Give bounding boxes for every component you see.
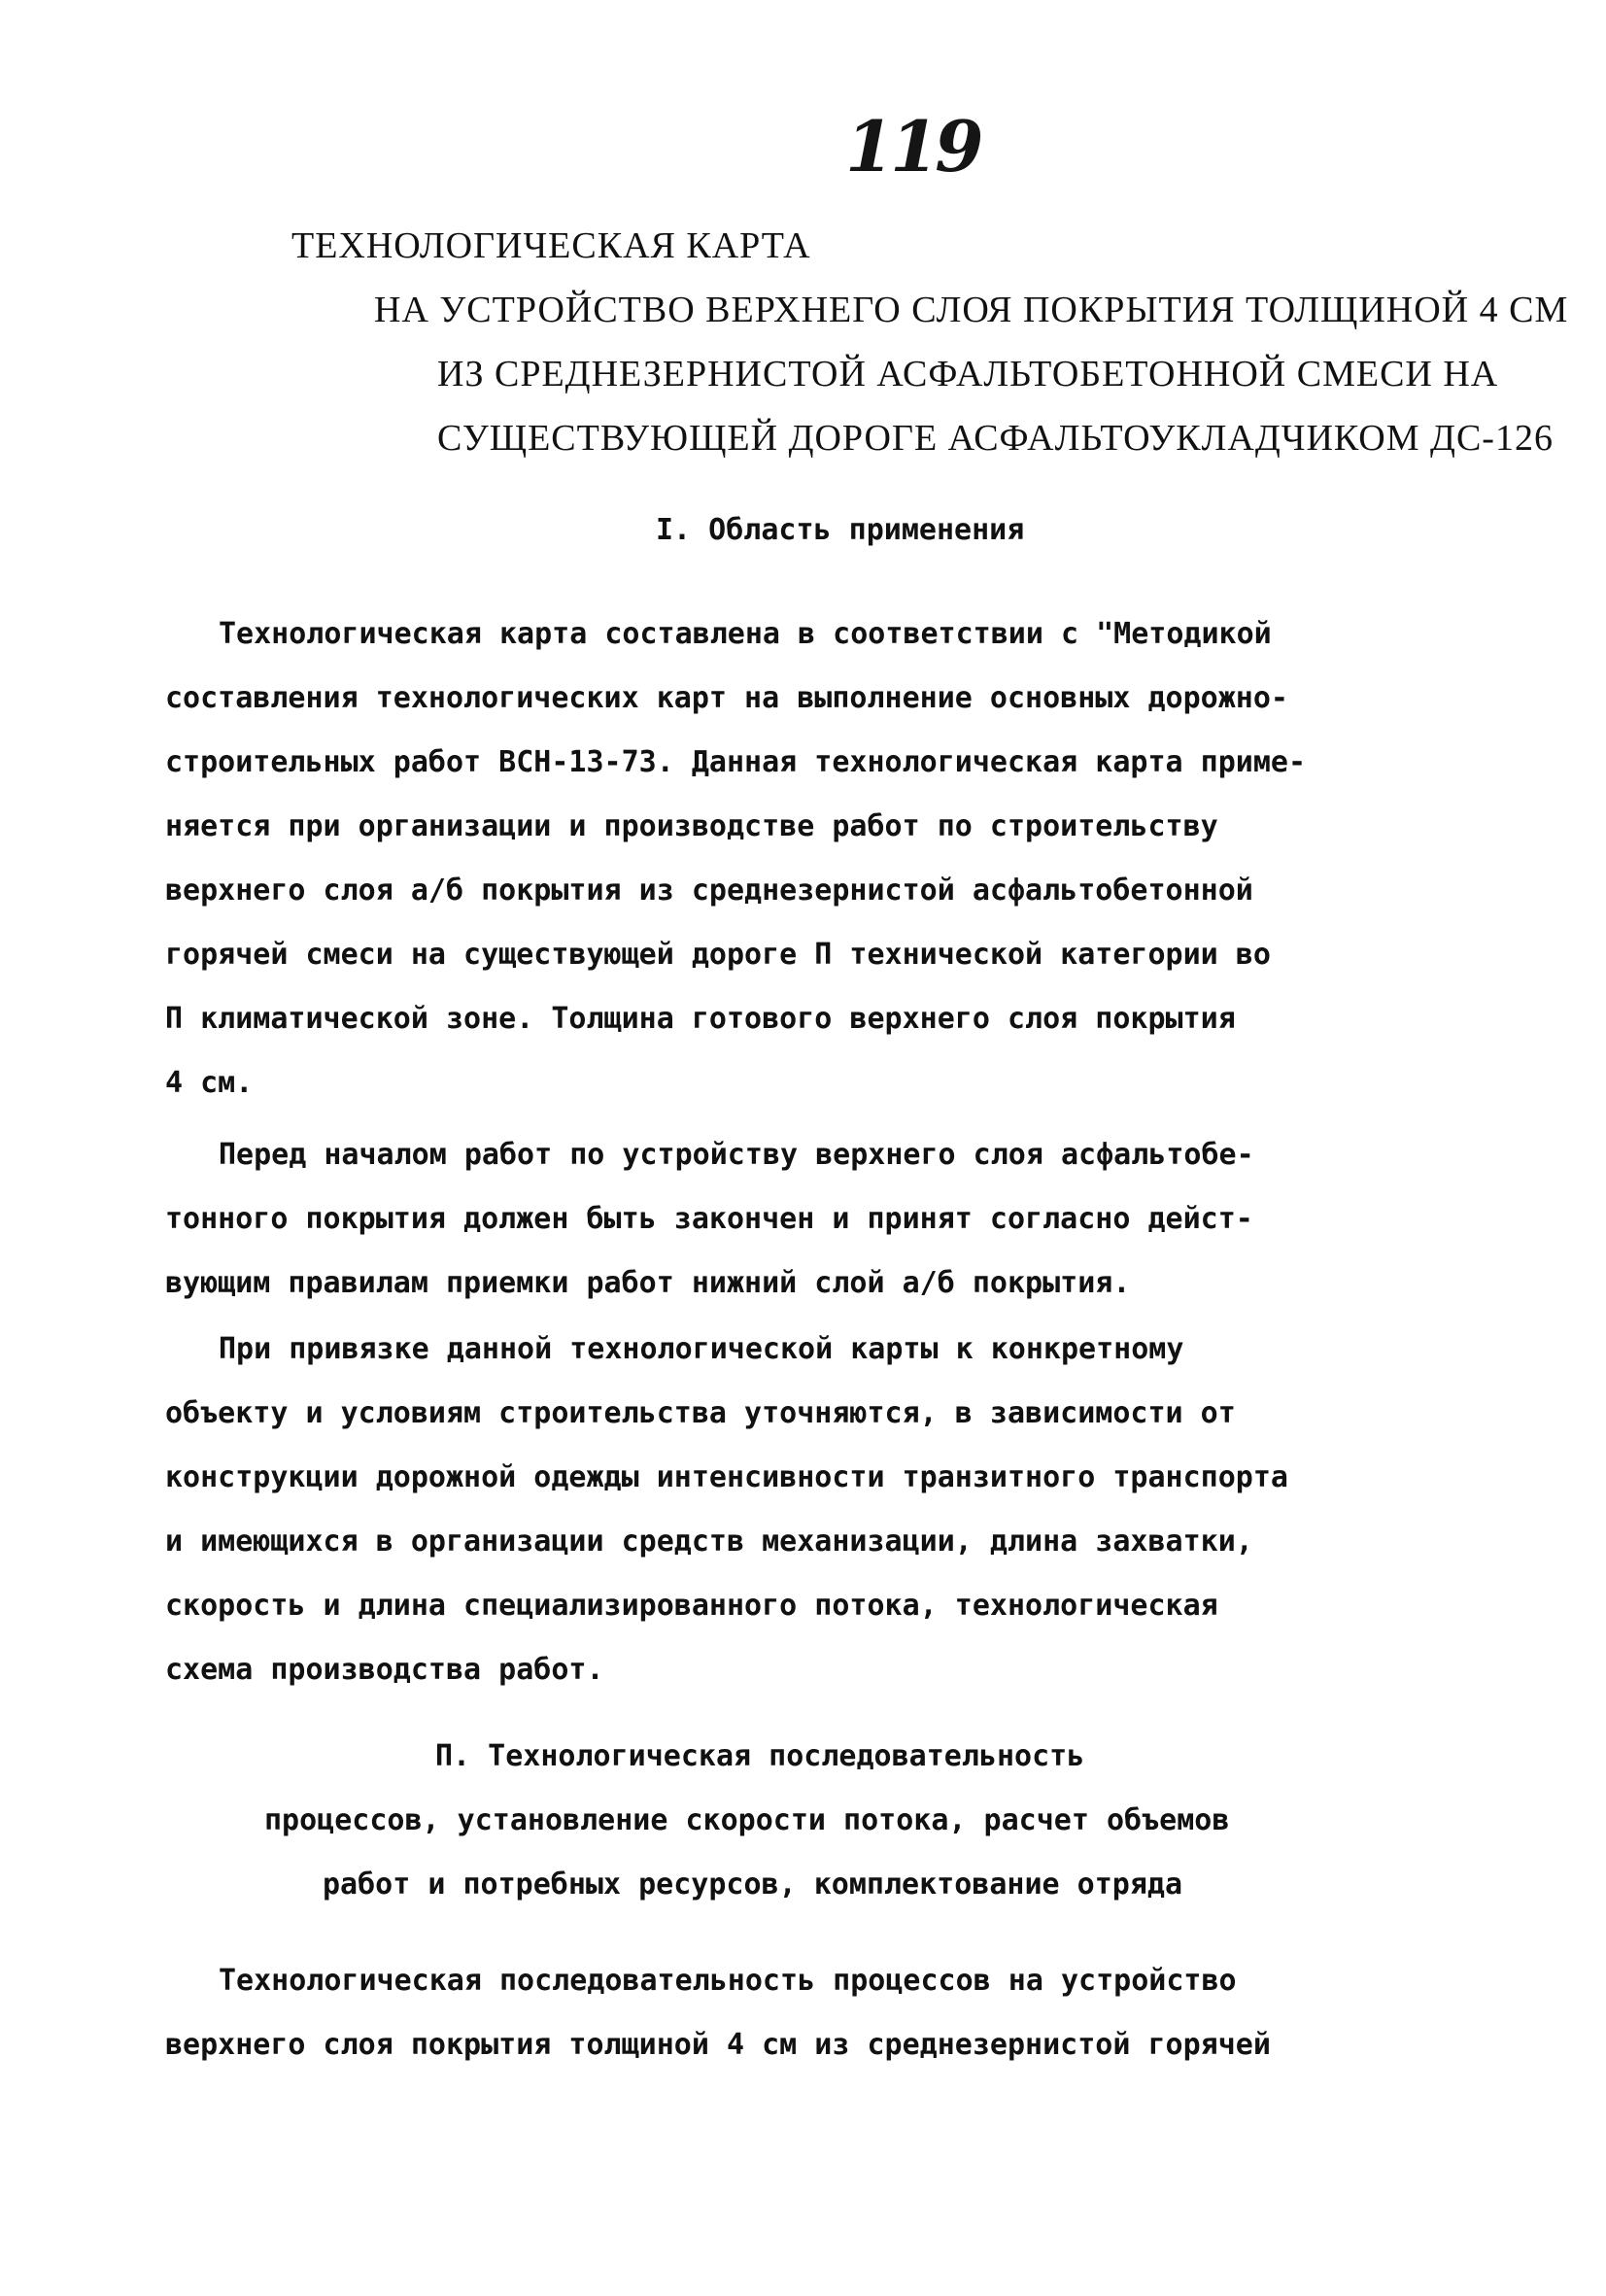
text-line: вующим правилам приемки работ нижний слой а/б покрытия. [165, 1266, 1131, 1300]
heading-line: процессов, установление скорости потока, расчет объемов [264, 1803, 1230, 1837]
text-line: няется при организации и производстве работ по строительству [165, 809, 1218, 843]
text-line: схема производства работ. [165, 1653, 604, 1687]
heading-line: работ и потребных ресурсов, комплектование отряда [323, 1868, 1183, 1902]
text-line: верхнего слоя а/б покрытия из среднезернистой асфальтобетонной [165, 874, 1253, 908]
title-line: НА УСТРОЙСТВО ВЕРХНЕГО СЛОЯ ПОКРЫТИЯ ТОЛЩИНОЙ 4 СМ [374, 290, 1569, 330]
title-line: ТЕХНОЛОГИЧЕСКАЯ КАРТА [291, 225, 811, 266]
text-line: конструкции дорожной одежды интенсивности транзитного транспорта [165, 1460, 1288, 1494]
text-line: составления технологических карт на выполнение основных дорожно- [165, 681, 1288, 715]
text-line: верхнего слоя покрытия толщиной 4 см из среднезернистой горячей [165, 2028, 1271, 2062]
text-line: и имеющихся в организации средств механизации, длина захватки, [165, 1525, 1253, 1559]
document-title [0, 214, 1606, 470]
text-line: Технологическая карта составлена в соответствии с "Методикой [219, 617, 1272, 651]
heading-line: П. Технологическая последовательность [435, 1739, 1085, 1773]
text-line: объекту и условиям строительства уточняются, в зависимости от [165, 1396, 1236, 1430]
title-line: СУЩЕСТВУЮЩЕЙ ДОРОГЕ АСФАЛЬТОУКЛАДЧИКОМ ДС-126 [437, 418, 1554, 459]
section-1-heading: I. Область применения [656, 513, 1025, 547]
text-line: Технологическая последовательность процессов на устройство [219, 1964, 1237, 1998]
text-line: При привязке данной технологической карты к конкретному [219, 1332, 1184, 1366]
section-2-heading [0, 1725, 1606, 1917]
paragraph-sequence [165, 1949, 1457, 2077]
paragraph-preconditions [165, 1123, 1457, 1316]
title-line: ИЗ СРЕДНЕЗЕРНИСТОЙ АСФАЛЬТОБЕТОННОЙ СМЕСИ НА [437, 354, 1499, 394]
text-line: Перед началом работ по устройству верхнего слоя асфальтобе- [219, 1138, 1254, 1172]
paragraph-scope [165, 602, 1457, 1115]
text-line: тонного покрытия должен быть закончен и принят согласно дейст- [165, 1202, 1253, 1236]
paragraph-binding [165, 1318, 1457, 1702]
text-line: П климатической зоне. Толщина готового верхнего слоя покрытия [165, 1002, 1236, 1036]
page-number: 119 [845, 105, 980, 188]
text-line: горячей смеси на существующей дороге П технической категории во [165, 938, 1271, 972]
text-line: строительных работ ВСН-13-73. Данная технологическая карта приме- [165, 745, 1306, 779]
text-line: скорость и длина специализированного потока, технологическая [165, 1589, 1218, 1623]
text-line: 4 см. [165, 1066, 254, 1100]
